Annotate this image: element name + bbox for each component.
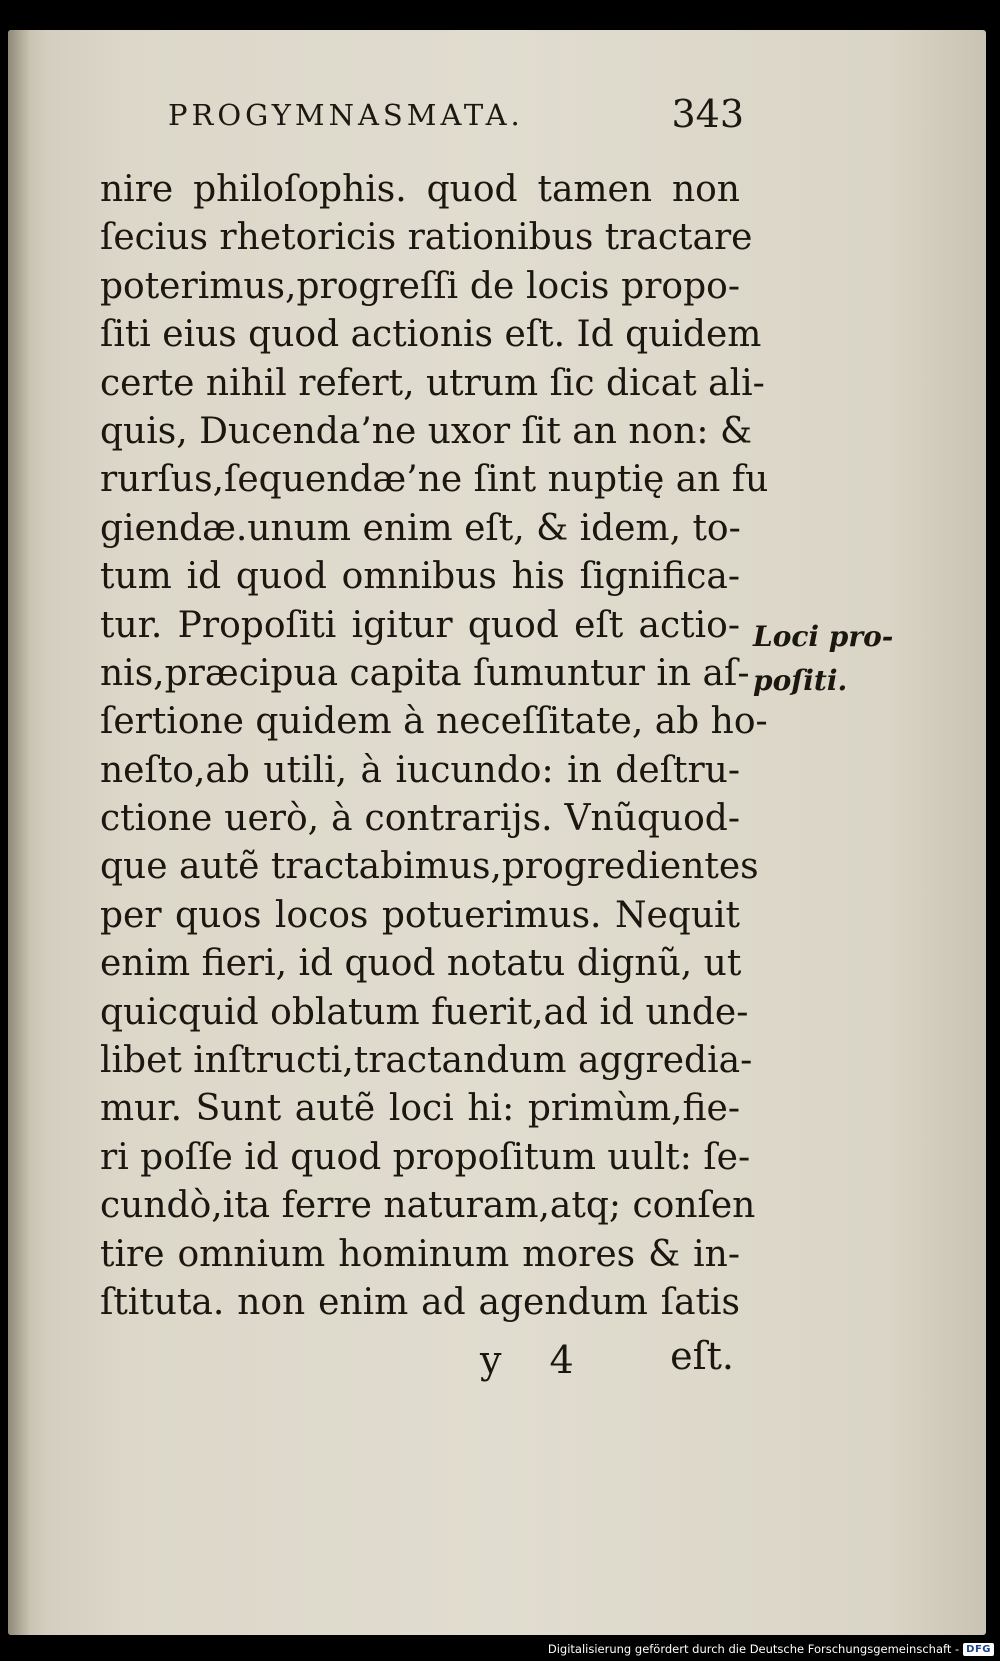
marginal-note bbox=[753, 615, 903, 703]
text-line: giendæ.unum enim eſt, & idem, to- bbox=[100, 507, 741, 549]
text-line: mur. Sunt autẽ loci hi: primùm,fie- bbox=[100, 1088, 740, 1130]
text-line: ſtituta. non enim ad agendum ſatis bbox=[100, 1281, 740, 1323]
text-line: nire philoſophis. quod tamen non bbox=[100, 169, 740, 210]
text-line: ctione uerò, à contrarijs. Vnũquod- bbox=[100, 798, 740, 840]
text-line: tur. Propoſiti igitur quod eſt actio- bbox=[100, 604, 740, 646]
text-line: certe nihil refert, utrum ſic dicat ali- bbox=[100, 362, 765, 404]
running-head: PROGYMNASMATA. bbox=[168, 98, 524, 132]
text-line: libet inſtructi,tractandum aggredia- bbox=[100, 1040, 753, 1082]
text-line: ri poſſe id quod propoſitum uult: ſe- bbox=[100, 1136, 751, 1178]
text-line: quicquid oblatum fuerit,ad id unde- bbox=[100, 991, 749, 1033]
text-line: nis,præcipua capita ſumuntur in aſ- bbox=[100, 652, 750, 694]
marginal-note-line: poſiti. bbox=[753, 664, 848, 697]
text-line: quis, Ducenda’ne uxor ſit an non: & bbox=[100, 410, 753, 452]
text-line: tum id quod omnibus his ſignifica- bbox=[100, 556, 740, 598]
catchword: eſt. bbox=[670, 1334, 734, 1378]
text-line: ſertione quidem à neceſſitate, ab ho- bbox=[100, 701, 768, 743]
text-line: ſecius rhetoricis rationibus tractare bbox=[100, 217, 753, 259]
page-gutter-shadow bbox=[8, 30, 30, 1635]
text-line: cundò,ita ferre naturam,atq; conſen bbox=[100, 1185, 756, 1227]
marginal-note-line: Loci pro- bbox=[753, 620, 894, 653]
text-line: ſiti eius quod actionis eſt. Id quidem bbox=[100, 314, 762, 356]
text-line: neſto,ab utili, à iucundo: in deſtru- bbox=[100, 749, 740, 791]
credit-text: Digitalisierung gefördert durch die Deutsche Forschungsgemeinschaft - bbox=[547, 1642, 960, 1656]
page-header bbox=[148, 86, 758, 146]
book-page bbox=[8, 30, 986, 1635]
digitization-credit bbox=[548, 1639, 994, 1659]
text-line: que autẽ tractabimus,progredientes bbox=[100, 846, 759, 888]
text-line: poterimus,progreſſi de locis propo- bbox=[100, 265, 740, 307]
page-footer bbox=[100, 1330, 740, 1390]
text-line: enim fieri, id quod notatu dignũ, ut bbox=[100, 943, 742, 985]
text-line: rurſus,ſequendæ’ne ſint nuptię an fu bbox=[100, 459, 769, 501]
body-text bbox=[100, 166, 769, 1327]
dfg-logo: DFG bbox=[963, 1643, 994, 1656]
signature-mark: y 4 bbox=[480, 1338, 592, 1382]
page-number: 343 bbox=[671, 92, 744, 136]
text-line: tire omnium hominum mores & in- bbox=[100, 1233, 740, 1275]
text-line: per quos locos potuerimus. Nequit bbox=[100, 894, 740, 936]
